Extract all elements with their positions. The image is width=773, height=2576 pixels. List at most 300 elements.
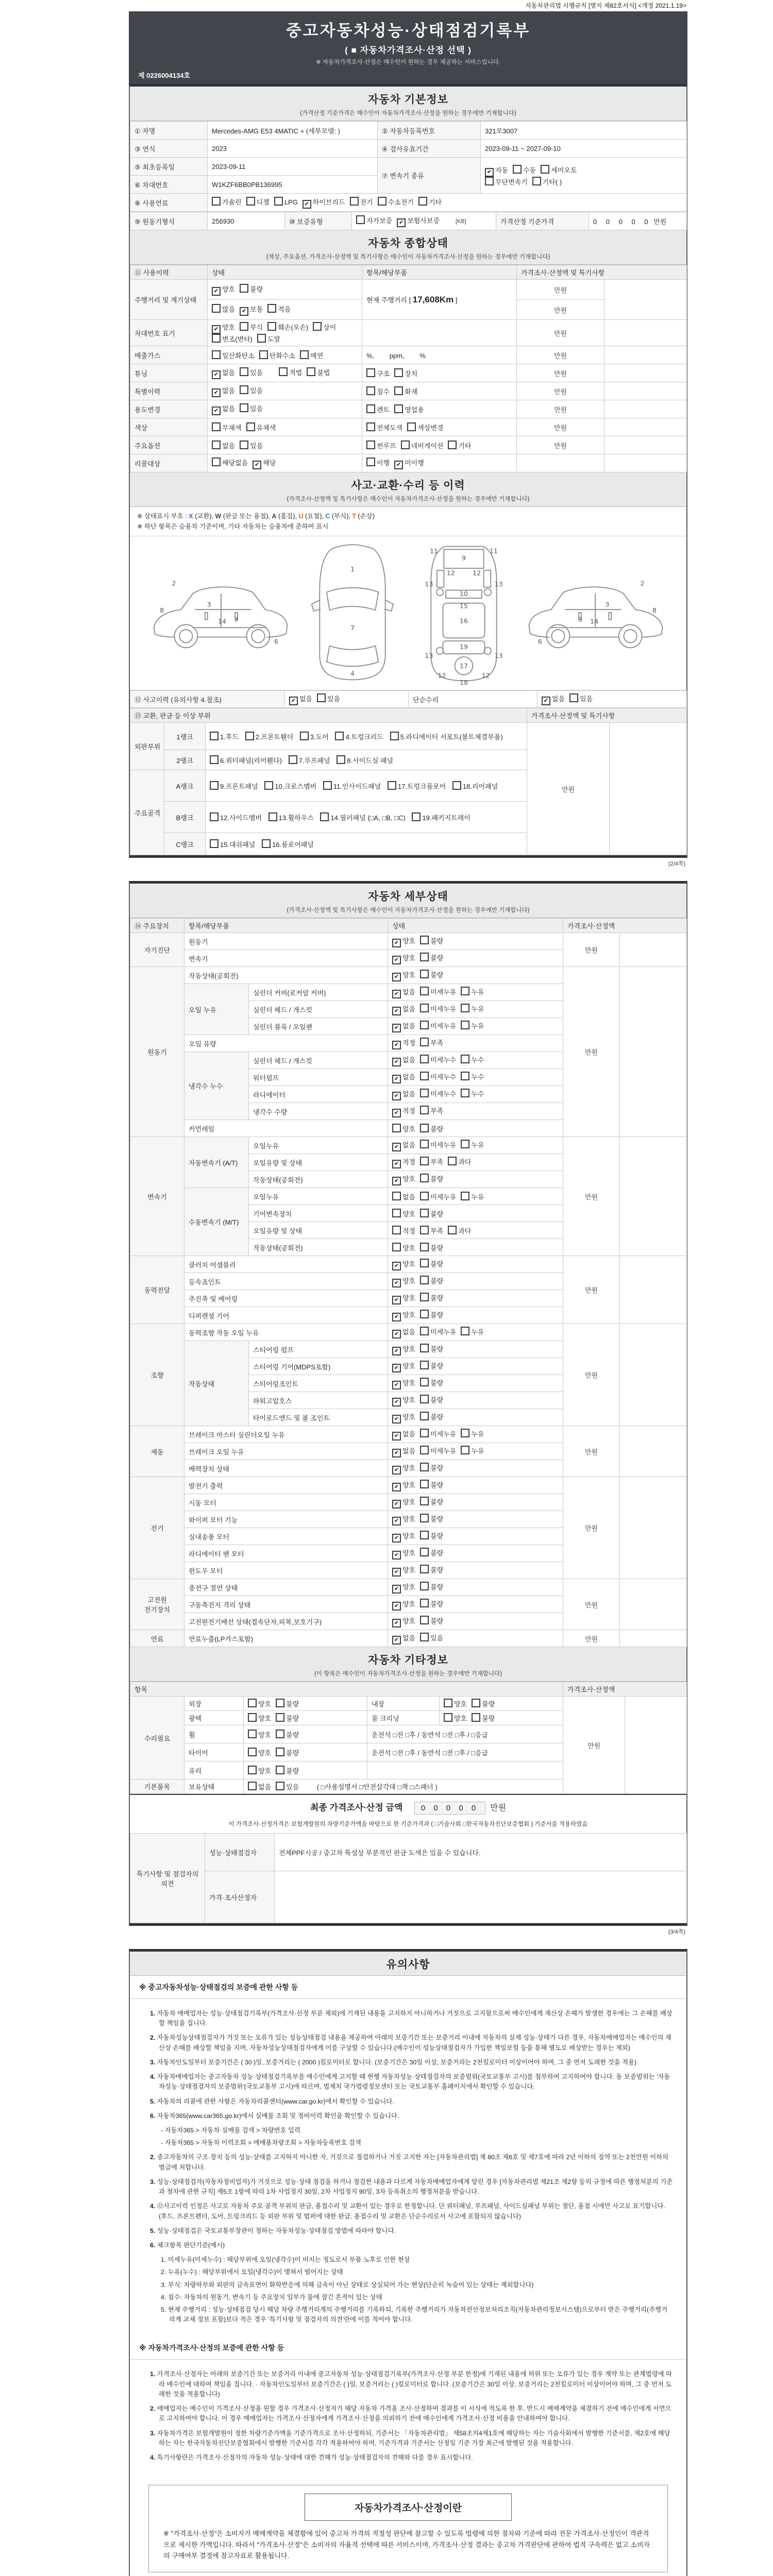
option: ✔ 없음 bbox=[392, 1022, 415, 1030]
option: 양호 bbox=[392, 1125, 415, 1133]
option: ✔ 없음 bbox=[392, 1005, 415, 1013]
option: ✔ 없음 bbox=[392, 1634, 415, 1642]
option: 17.트렁크플로어 bbox=[388, 783, 446, 790]
checked-checkbox-icon: ✔ bbox=[392, 1483, 401, 1492]
option: 불량 bbox=[420, 1583, 443, 1591]
option: 14.필러패널 (□A, □B, □C) bbox=[320, 814, 405, 822]
option: 누수 bbox=[461, 1056, 484, 1064]
svg-text:1: 1 bbox=[350, 565, 355, 573]
option: 불량 bbox=[420, 1549, 443, 1557]
checked-checkbox-icon: ✔ bbox=[212, 325, 221, 334]
notice-subitem: 4. 침수: 자동차의 원동기, 변속기 등 주요장치 일부가 물에 잠긴 흔적이 있는 상태 bbox=[161, 2293, 382, 2301]
unchecked-checkbox-icon bbox=[420, 1514, 429, 1522]
page-marker: (3/4쪽) bbox=[668, 1929, 685, 1935]
option: 적정 bbox=[392, 1227, 415, 1235]
svg-text:3: 3 bbox=[234, 615, 239, 623]
checked-checkbox-icon: ✔ bbox=[392, 1602, 401, 1611]
option: 불량 bbox=[420, 1277, 443, 1285]
form-reference: 자동차관리법 시행규칙 [별지 제82호서식] <개정 2021.1.19> bbox=[525, 2, 686, 9]
table-row: 기어변속장치 양호 불량 bbox=[130, 1205, 687, 1222]
notice-item: 3. 성능·상태점검자(자동차정비업자)가 거짓으로 성능·상태 점검을 하거나 점검한 내용과 다르게 자동차매매업자에게 알린 경우 [자동차관리법 제21조 제2항 등의 규정에 따른 행정처분의 기준과 절차에 관한 규칙] 제5조 1항에 따라 1차 사업정지 30일, 2차 사업정지 90일, 3차 등록취소의 행정처분을 받습니다. bbox=[150, 2178, 673, 2196]
option: 불법 bbox=[307, 369, 330, 377]
unchecked-checkbox-icon bbox=[461, 1089, 469, 1097]
final-valuation: 최종 가격조사·산정 금액 0 0 0 0 0 만원 bbox=[130, 1794, 686, 1819]
table-row: 차대번호 표기 ✔ 양호 부식 훼손(오손) 상이변조(변타) 도말 만원 bbox=[130, 320, 687, 346]
notice-item: 6. 체크항목 판단기준(예시) bbox=[150, 2241, 225, 2249]
table-row: 오일유량 및 상태 적정 부족 과다 bbox=[130, 1222, 687, 1239]
option: ✔ 양호 bbox=[392, 971, 415, 979]
section-subtitle: (가격산정 기준가격은 매수인이 자동차가격조사·산정을 원하는 경우에만 기재합니다) bbox=[300, 110, 516, 116]
option: 많음 bbox=[212, 306, 235, 313]
unchecked-checkbox-icon bbox=[240, 403, 248, 412]
option: 양호 bbox=[392, 1244, 415, 1252]
table-row: 기본품목 보유상태 없음 있음 ( □사용설명서 □안전삼각대 □잭 □스패너 ) bbox=[130, 1780, 687, 1794]
valuation-definition-box bbox=[148, 2485, 668, 2572]
table-row: 전기 발전기 출력 ✔ 양호 불량 만원 bbox=[130, 1477, 687, 1494]
table-row: 시동 모터 ✔ 양호 불량 bbox=[130, 1494, 687, 1511]
block-page2 bbox=[129, 881, 687, 1926]
unchecked-checkbox-icon bbox=[420, 1157, 429, 1165]
table-row: ⑫ 사고이력 (유의사항 4.참조) ✔ 없음 있음 단순수리 ✔ 없음 있음 bbox=[130, 691, 687, 708]
option: 없음 bbox=[392, 1193, 415, 1201]
option: 불량 bbox=[420, 1600, 443, 1608]
option: ✔ 적정 bbox=[392, 1039, 415, 1047]
notice-subitem: 5. 현재 주행거리 : 성능·상태점검 당시 해당 차량 주행거리계의 주행거리를 기록하되, 기록한 주행거리가 자동차전산정보처리조직(자동차관리정보시스템)으로부터 받은 주행거리(주행거리계 교체 정보 포함)보다 적은 경우 '특기사항 및 점검자의 의견'란에 이를 적어야 합니다. bbox=[161, 2306, 668, 2324]
unchecked-checkbox-icon bbox=[420, 1582, 429, 1590]
option: 8.사이드실 패널 bbox=[337, 757, 393, 765]
section-detail-header bbox=[130, 884, 686, 918]
option: 7.루프패널 bbox=[289, 757, 330, 765]
checked-checkbox-icon: ✔ bbox=[392, 1143, 401, 1151]
option: 과다 bbox=[448, 1227, 471, 1235]
page-marker: (2/4쪽) bbox=[668, 861, 685, 867]
unchecked-checkbox-icon bbox=[420, 1209, 429, 1217]
option: ✔ 미이행 bbox=[394, 459, 424, 467]
unchecked-checkbox-icon bbox=[420, 1565, 429, 1573]
option: 수소전기 bbox=[378, 198, 414, 206]
table-row: 주행거리 및 계기상태 ✔ 양호 불량 현재 주행거리 [ 17,608Km ] 만원 bbox=[130, 280, 687, 300]
option: 불량 bbox=[276, 1700, 299, 1708]
unchecked-checkbox-icon bbox=[420, 1259, 429, 1267]
option: 불량 bbox=[276, 1731, 299, 1739]
table-row: 리콜대상 해당없음 ✔ 해당 이행 ✔ 미이행 bbox=[130, 454, 687, 472]
option: 상이 bbox=[313, 324, 336, 331]
unchecked-checkbox-icon bbox=[212, 334, 221, 343]
svg-text:4: 4 bbox=[350, 669, 355, 677]
table-row: 작동상태(공회전) 양호 불량 bbox=[130, 1239, 687, 1256]
table-row: 오일유량 및 상태 ✔ 적정 부족 과다 bbox=[130, 1154, 687, 1171]
option: 미세누유 bbox=[420, 1141, 456, 1149]
car-side-diagram bbox=[521, 562, 671, 663]
unchecked-checkbox-icon bbox=[461, 1429, 469, 1437]
table-row: 라디에이터 팬 모터 ✔ 양호 불량 bbox=[130, 1545, 687, 1562]
option: 양호 bbox=[248, 1715, 271, 1722]
unchecked-checkbox-icon bbox=[212, 440, 221, 449]
option: 9.프론트패널 bbox=[210, 783, 258, 790]
notice-subitem: - 자동차365 > 자동차·실매물 검색 > 차량번호 입력 bbox=[161, 2126, 300, 2134]
block-page3 bbox=[129, 1949, 687, 2576]
option: ✔ 양호 bbox=[392, 1277, 415, 1285]
unchecked-checkbox-icon bbox=[412, 812, 421, 821]
current-mileage: 17,608Km bbox=[412, 294, 454, 304]
notice-block1 bbox=[130, 1999, 686, 2336]
unchecked-checkbox-icon bbox=[240, 367, 248, 376]
checked-checkbox-icon: ✔ bbox=[240, 307, 248, 316]
table-row: 실린더 헤드 / 개스킷 ✔ 없음 미세누유 누유 bbox=[130, 1001, 687, 1018]
svg-text:13: 13 bbox=[425, 651, 433, 659]
checked-checkbox-icon: ✔ bbox=[392, 1449, 401, 1458]
unchecked-checkbox-icon bbox=[366, 386, 375, 395]
notice-item: 1. 자동차 매매업자는 성능·상태점검기록부(가격조사·산정 부분 제외)에 기재된 내용을 고지하지 아니하거나 거짓으로 고지함으로써 매수인에게 재산상 손해가 발생한 경우에는 그 손해를 배상할 책임을 집니다. bbox=[150, 2010, 673, 2027]
option: 기타 bbox=[418, 198, 442, 206]
option: 4.트렁크리드 bbox=[335, 733, 383, 741]
checked-checkbox-icon: ✔ bbox=[392, 1262, 401, 1270]
block-page1 bbox=[129, 84, 687, 858]
table-row: 스티어링 기어(MDPS포함) ✔ 양호 불량 bbox=[130, 1358, 687, 1375]
section-title: 자동차 세부상태 bbox=[368, 891, 448, 903]
option: 불량 bbox=[420, 937, 443, 945]
option: 누유 bbox=[461, 1022, 484, 1030]
unchecked-checkbox-icon bbox=[366, 457, 375, 466]
unchecked-checkbox-icon bbox=[300, 350, 309, 359]
page-title: 중고자동차성능·상태점검기록부 bbox=[285, 22, 531, 40]
unchecked-checkbox-icon bbox=[420, 1226, 429, 1234]
option: ✔ 양호 bbox=[392, 1362, 415, 1370]
checked-checkbox-icon: ✔ bbox=[392, 1092, 401, 1100]
unchecked-checkbox-icon bbox=[210, 812, 219, 821]
svg-text:13: 13 bbox=[425, 580, 433, 588]
unchecked-checkbox-icon bbox=[366, 440, 375, 449]
unchecked-checkbox-icon bbox=[461, 1072, 469, 1080]
unchecked-checkbox-icon bbox=[448, 1157, 457, 1165]
page-note: ※ 자동차가격조사·산정은 매수인이 원하는 경우 제공하는 서비스입니다. bbox=[316, 59, 500, 65]
checked-checkbox-icon: ✔ bbox=[392, 1007, 401, 1015]
unchecked-checkbox-icon bbox=[461, 1055, 469, 1063]
checked-checkbox-icon: ✔ bbox=[392, 973, 401, 981]
option: ✔ 양호 bbox=[212, 285, 235, 293]
table-row: ⑬ 교환, 판금 등 이상 부위 가격조사·산정액 및 특기사항 bbox=[130, 708, 687, 723]
option: 누수 bbox=[461, 1090, 484, 1098]
svg-text:13: 13 bbox=[494, 580, 503, 588]
valuation-definition-title: 자동차가격조사·산정이란 bbox=[305, 2494, 512, 2521]
checked-checkbox-icon: ✔ bbox=[212, 406, 221, 415]
option: ✔ 양호 bbox=[392, 1583, 415, 1591]
svg-text:12: 12 bbox=[438, 671, 446, 680]
option: ✔ 보험사보증 bbox=[397, 217, 440, 225]
unchecked-checkbox-icon bbox=[420, 1463, 429, 1471]
option: 불량 bbox=[420, 1125, 443, 1133]
option: 있음 bbox=[569, 695, 593, 703]
option: ✔ 양호 bbox=[392, 1294, 415, 1302]
option: 부족 bbox=[420, 1107, 443, 1115]
table-row: B랭크 12.사이드멤버 13.휠하우스 14.필러패널 (□A, □B, □C) 19.패키지트레이 bbox=[130, 802, 687, 833]
table-row: 오일 유량 ✔ 적정 부족 bbox=[130, 1035, 687, 1052]
unchecked-checkbox-icon bbox=[420, 1616, 429, 1624]
checked-checkbox-icon: ✔ bbox=[392, 1568, 401, 1577]
option: 탄화수소 bbox=[259, 352, 295, 360]
option: 누유 bbox=[461, 988, 484, 996]
svg-text:8: 8 bbox=[652, 606, 657, 614]
notice-item: 3. 자동차가격은 보험개발원이 정한 차량기준가액을 기준가격으로 조사·산정하되, 기준서는 「자동차관리법」 제58조의4제1호에 해당하는 자는 기술사회에서 발행한 기준서를, 제2호에 해당하는 자는 한국자동차진단보증협회에서 발행한 기준서를 각각 적용하여야 하며, 기준가격과 기준서는 산정일 기준 가장 최근에 발행된 것을 적용합니다. bbox=[150, 2429, 670, 2447]
option: 10.크로스멤버 bbox=[264, 783, 316, 790]
table-row: 오일 누유 실린더 커버(로커암 커버) ✔ 없음 미세누유 누유 bbox=[130, 984, 687, 1001]
option: 부족 bbox=[420, 1158, 443, 1166]
option: 미세누수 bbox=[420, 1056, 456, 1064]
option: 미세누유 bbox=[420, 1193, 456, 1201]
section-title: 자동차 종합상태 bbox=[368, 238, 448, 249]
unchecked-checkbox-icon bbox=[420, 1599, 429, 1607]
option: ✔ 양호 bbox=[392, 1175, 415, 1183]
unchecked-checkbox-icon bbox=[276, 1699, 284, 1707]
section-etc-header bbox=[130, 1647, 686, 1682]
option: 불량 bbox=[420, 1210, 443, 1218]
option: 불량 bbox=[420, 1617, 443, 1625]
checked-checkbox-icon: ✔ bbox=[392, 1415, 401, 1423]
checked-checkbox-icon: ✔ bbox=[392, 990, 401, 998]
section-subtitle: (가격조사·산정액 및 특기사항은 매수인이 자동차가격조사·산정을 원하는 경우에만 기재합니다) bbox=[287, 496, 530, 502]
option: ✔ 보통 bbox=[240, 306, 263, 313]
unchecked-checkbox-icon bbox=[461, 1192, 469, 1200]
table-row: 윈도우 모터 ✔ 양호 불량 bbox=[130, 1562, 687, 1579]
option: ✔ 양호 bbox=[392, 1549, 415, 1557]
option: 불량 bbox=[420, 1345, 443, 1353]
table-row: 워터펌프 ✔ 없음 미세누수 누수 bbox=[130, 1069, 687, 1086]
table-row: 디퍼렌셜 기어 ✔ 양호 불량 bbox=[130, 1307, 687, 1324]
unchecked-checkbox-icon bbox=[420, 936, 429, 944]
unchecked-checkbox-icon bbox=[420, 1633, 429, 1641]
option: 무단변속기 bbox=[485, 178, 528, 186]
option: 16.플로어패널 bbox=[262, 841, 314, 849]
option: 무채색 bbox=[212, 424, 242, 432]
option: 양호 bbox=[392, 1210, 415, 1218]
option: 기타 bbox=[448, 442, 471, 450]
notice-block3-title: ※ 자동차가격조사·산정의 보증에 관한 사항 등 bbox=[130, 2336, 686, 2360]
unchecked-checkbox-icon bbox=[245, 732, 254, 740]
table-row: 2랭크 6.쿼터패널(리어휀다) 7.루프패널 8.사이드실 패널 bbox=[130, 750, 687, 770]
svg-text:3: 3 bbox=[207, 600, 211, 608]
final-valuation-amount: 0 0 0 0 0 bbox=[414, 1802, 485, 1815]
unchecked-checkbox-icon bbox=[300, 732, 309, 740]
unchecked-checkbox-icon bbox=[420, 1106, 429, 1114]
record-number: 제 0226004134호 bbox=[138, 72, 191, 79]
option: 불량 bbox=[420, 1311, 443, 1319]
option: 12.사이드멤버 bbox=[210, 814, 262, 822]
unchecked-checkbox-icon bbox=[289, 755, 297, 764]
svg-text:7: 7 bbox=[350, 623, 355, 632]
unchecked-checkbox-icon bbox=[394, 368, 403, 377]
checked-checkbox-icon: ✔ bbox=[253, 461, 261, 469]
option: 기타( ) bbox=[532, 178, 562, 186]
table-row: 수리필요 외장 양호 불량 내장 양호 불량 만원 bbox=[130, 1697, 687, 1711]
option: 불량 bbox=[420, 1294, 443, 1302]
option: ✔ 양호 bbox=[392, 1617, 415, 1625]
unchecked-checkbox-icon bbox=[276, 1748, 284, 1756]
table-row: 수동변속기 (M/T) 오일누유 없음 미세누유 누유 bbox=[130, 1188, 687, 1205]
option: 13.휠하우스 bbox=[268, 814, 314, 822]
option: 적법 bbox=[279, 369, 302, 377]
unchecked-checkbox-icon bbox=[407, 422, 416, 431]
checked-checkbox-icon: ✔ bbox=[392, 1041, 401, 1049]
car-side-diagram bbox=[145, 562, 295, 663]
unchecked-checkbox-icon bbox=[444, 1699, 452, 1707]
option: 불량 bbox=[420, 1175, 443, 1183]
unchecked-checkbox-icon bbox=[420, 1429, 429, 1437]
option: 15.대쉬패널 bbox=[210, 841, 255, 849]
option: 미세누유 bbox=[420, 1447, 456, 1455]
option: 불량 bbox=[420, 1566, 443, 1574]
notice-item: 4. 자동차매매업자는 중고자동차 성능·상태점검기록부를 매수인에게 고지할 때 현행 자동차성능·상태점검자의 보증범위(국토교통부 고시)를 첨부하여 고지하여야 합니다. 동 보증범위는 '자동차성능·상태점검자의 보증범위'(국토교통부 고시)에 따르며, 법제처 국가법령정보센터 또는 국토교통부 홈페이지에서 확인할 수 있습니다. bbox=[150, 2073, 670, 2091]
etc-info-table bbox=[130, 1682, 686, 1923]
unchecked-checkbox-icon bbox=[210, 755, 219, 764]
checked-checkbox-icon: ✔ bbox=[392, 1330, 401, 1338]
final-valuation-label: 최종 가격조사·산정 금액 bbox=[310, 1803, 403, 1812]
svg-text:3: 3 bbox=[578, 615, 582, 623]
notice-item: 1. 가격조사·산정자는 아래의 보증기간 또는 보증거리 이내에 중고자동차 성능·상태점검기록부(가격조사·산정 부분 한정)에 기재된 내용에 허위 또는 오류가 있는 경우 계약 또는 관계법령에 따라 매수인에 대하여 책임을 집니다. · 자동차인도일부터 보증기간은 ( )일, 보증거리는 ( )킬로미터로 합니다. (보증기간은 30일 이상, 보증거리는 2천킬로미터 이상이어야 하며, 그 중 먼저 도래한 것을 적용합니다) bbox=[150, 2370, 672, 2398]
unchecked-checkbox-icon bbox=[212, 304, 221, 313]
table-row: 와이퍼 모터 기능 ✔ 양호 불량 bbox=[130, 1511, 687, 1528]
unchecked-checkbox-icon bbox=[448, 440, 457, 449]
unchecked-checkbox-icon bbox=[461, 1140, 469, 1148]
svg-text:6: 6 bbox=[274, 637, 279, 646]
option: 누유 bbox=[461, 1328, 484, 1336]
option: 불량 bbox=[420, 1413, 443, 1421]
unchecked-checkbox-icon bbox=[461, 1327, 469, 1335]
section-title: 자동차 기타정보 bbox=[368, 1654, 448, 1666]
table-row: 튜닝 ✔ 없음 있음 적법 불법 구조 장치 만원 bbox=[130, 364, 687, 382]
unchecked-checkbox-icon bbox=[461, 987, 469, 995]
notice-item: 4. ⑫사고이력 인정은 사고로 자동차 주요 골격 부위의 판금, 용접수리 및 교환이 있는 경우로 한정합니다. 단 쿼터패널, 루프패널, 사이드실패널 부위는 절단, 용접 시에만 사고로 표기합니다. (후드, 프론트펜더, 도어, 트렁크리드 등 외판 부위 및 범퍼에 대한 판금, 용접수리 및 교환은 단순수리로서 사고에 포함되지 않습니다) bbox=[150, 2202, 665, 2220]
unchecked-checkbox-icon bbox=[210, 732, 219, 740]
section-overall-header bbox=[130, 230, 686, 265]
option: 불량 bbox=[472, 1700, 495, 1708]
unchecked-checkbox-icon bbox=[420, 1243, 429, 1251]
notice-subitem: - 자동차365 > 자동차 이력조회 > 매매용차량조회 > 자동차등록번호 검색 bbox=[161, 2139, 361, 2147]
table-row: 주요골격 A랭크 9.프론트패널 10.크로스멤버 11.인사이드패널 17.트렁크플로어 18.리어패널 bbox=[130, 770, 687, 802]
notice-item: 2. 중고자동차의 구조·장치 등의 성능·상태를 고지하지 아니한 자, 거짓으로 점검하거나 거짓 고지한 자는 [자동차관리법] 제 80조 제6호 및 제7호에 따라 2년 이하의 징역 또는 2천만원 이하의 벌금에 처합니다. bbox=[150, 2154, 669, 2171]
option: 6.쿼터패널(리어휀다) bbox=[210, 757, 282, 765]
svg-text:9: 9 bbox=[462, 554, 466, 562]
option: ✔ 없음 bbox=[392, 1328, 415, 1336]
option: 불량 bbox=[420, 971, 443, 979]
option: ✔ 없음 bbox=[212, 369, 235, 377]
option: ✔ 양호 bbox=[212, 324, 235, 331]
table-row: ⑨ 원동기형식 256930 ⑩ 보증유형 자가보증 ✔ 보험사보증 [KB] 가격산정 기준가격 0 0 0 0 0 만원 bbox=[130, 212, 687, 230]
unchecked-checkbox-icon bbox=[210, 781, 219, 790]
table-row: 조향 동력조향 작동 오일 누유 ✔ 없음 미세누유 누유 만원 bbox=[130, 1324, 687, 1341]
option: 있음 bbox=[240, 369, 263, 377]
unchecked-checkbox-icon bbox=[392, 1226, 401, 1234]
option: 2.프론트휀더 bbox=[245, 733, 294, 741]
unchecked-checkbox-icon bbox=[420, 1310, 429, 1318]
unchecked-checkbox-icon bbox=[485, 177, 494, 185]
checked-checkbox-icon: ✔ bbox=[392, 1075, 401, 1083]
table-row: 원동기 작동상태(공회전) ✔ 양호 불량 만원 bbox=[130, 967, 687, 984]
option: 불량 bbox=[420, 1244, 443, 1252]
checked-checkbox-icon: ✔ bbox=[289, 697, 298, 705]
table-row: 제동 브레이크 마스터 실린더오일 누유 ✔ 없음 미세누유 누유 만원 bbox=[130, 1426, 687, 1443]
option: ✔ 양호 bbox=[392, 1498, 415, 1506]
basic-info-table bbox=[130, 121, 686, 230]
table-row: C랭크 15.대쉬패널 16.플로어패널 bbox=[130, 833, 687, 855]
option: ✔ 양호 bbox=[392, 1566, 415, 1574]
unchecked-checkbox-icon bbox=[420, 1276, 429, 1284]
option: ✔ 없음 bbox=[392, 1141, 415, 1149]
unchecked-checkbox-icon bbox=[420, 1361, 429, 1369]
unchecked-checkbox-icon bbox=[307, 367, 315, 376]
option: ✔ 양호 bbox=[392, 1413, 415, 1421]
unchecked-checkbox-icon bbox=[461, 1446, 469, 1454]
option: 불량 bbox=[420, 1464, 443, 1472]
option: 미세누수 bbox=[420, 1090, 456, 1098]
checked-checkbox-icon: ✔ bbox=[392, 1347, 401, 1355]
option: 불량 bbox=[420, 1260, 443, 1268]
option: ✔ 양호 bbox=[392, 937, 415, 945]
option: 변조(변타) bbox=[212, 335, 253, 343]
unchecked-checkbox-icon bbox=[212, 457, 221, 466]
svg-text:12: 12 bbox=[446, 569, 455, 577]
option: 이행 bbox=[366, 459, 390, 467]
option: 불량 bbox=[420, 1396, 443, 1404]
unchecked-checkbox-icon bbox=[392, 1243, 401, 1251]
table-row: 스티어링조인트 ✔ 양호 불량 bbox=[130, 1375, 687, 1392]
option: ✔ 없음 bbox=[212, 405, 235, 413]
unchecked-checkbox-icon bbox=[264, 781, 273, 790]
inspector-opinion: 전체PPF시공 / 중고차 특성상 부분적인 판금 도색은 있을 수 있습니다. bbox=[275, 1834, 687, 1871]
car-damage-diagrams bbox=[130, 536, 686, 690]
unchecked-checkbox-icon bbox=[248, 1766, 257, 1774]
option: 네비게이션 bbox=[401, 442, 444, 450]
unchecked-checkbox-icon bbox=[317, 693, 326, 702]
unchecked-checkbox-icon bbox=[420, 1412, 429, 1420]
unchecked-checkbox-icon bbox=[513, 165, 522, 174]
unchecked-checkbox-icon bbox=[276, 1713, 284, 1722]
title-band bbox=[129, 11, 687, 84]
table-row: 유리 양호 불량 bbox=[130, 1761, 687, 1780]
checked-checkbox-icon: ✔ bbox=[542, 697, 550, 705]
table-row: 배출가스 일산화탄소 탄화수소 매연 %, ppm, % 만원 bbox=[130, 346, 687, 364]
unchecked-checkbox-icon bbox=[420, 1174, 429, 1182]
table-row: 변속기 ✔ 양호 불량 bbox=[130, 950, 687, 967]
table-row: 항목 가격조사·산정액 bbox=[130, 1682, 687, 1697]
option: 불량 bbox=[420, 1498, 443, 1506]
option: 불량 bbox=[420, 954, 443, 962]
detail-state-table bbox=[130, 918, 686, 1647]
unchecked-checkbox-icon bbox=[388, 781, 396, 790]
unchecked-checkbox-icon bbox=[420, 1021, 429, 1029]
option: ✔ 없음 bbox=[392, 988, 415, 996]
option: 1.후드 bbox=[210, 733, 239, 741]
checked-checkbox-icon: ✔ bbox=[212, 388, 221, 397]
table-row: 용도변경 ✔ 없음 있음 렌트 영업용 만원 bbox=[130, 400, 687, 418]
section-accident-header bbox=[130, 472, 686, 507]
option: 있음 bbox=[420, 1634, 443, 1642]
option: 디젤 bbox=[246, 198, 270, 206]
option: 매연 bbox=[300, 352, 323, 360]
svg-text:14: 14 bbox=[590, 617, 599, 625]
svg-text:13: 13 bbox=[494, 651, 503, 659]
unchecked-checkbox-icon bbox=[461, 1021, 469, 1029]
option: 장치 bbox=[394, 370, 417, 378]
table-row: 구동축전지 격리 상태 ✔ 양호 불량 bbox=[130, 1596, 687, 1613]
unchecked-checkbox-icon bbox=[420, 1089, 429, 1097]
option: 불량 bbox=[420, 1481, 443, 1489]
unchecked-checkbox-icon bbox=[257, 334, 266, 343]
checked-checkbox-icon: ✔ bbox=[392, 1024, 401, 1032]
option: 부족 bbox=[420, 1227, 443, 1235]
option: 부족 bbox=[420, 1039, 443, 1047]
option: 미세누유 bbox=[420, 1005, 456, 1013]
unchecked-checkbox-icon bbox=[532, 177, 541, 185]
